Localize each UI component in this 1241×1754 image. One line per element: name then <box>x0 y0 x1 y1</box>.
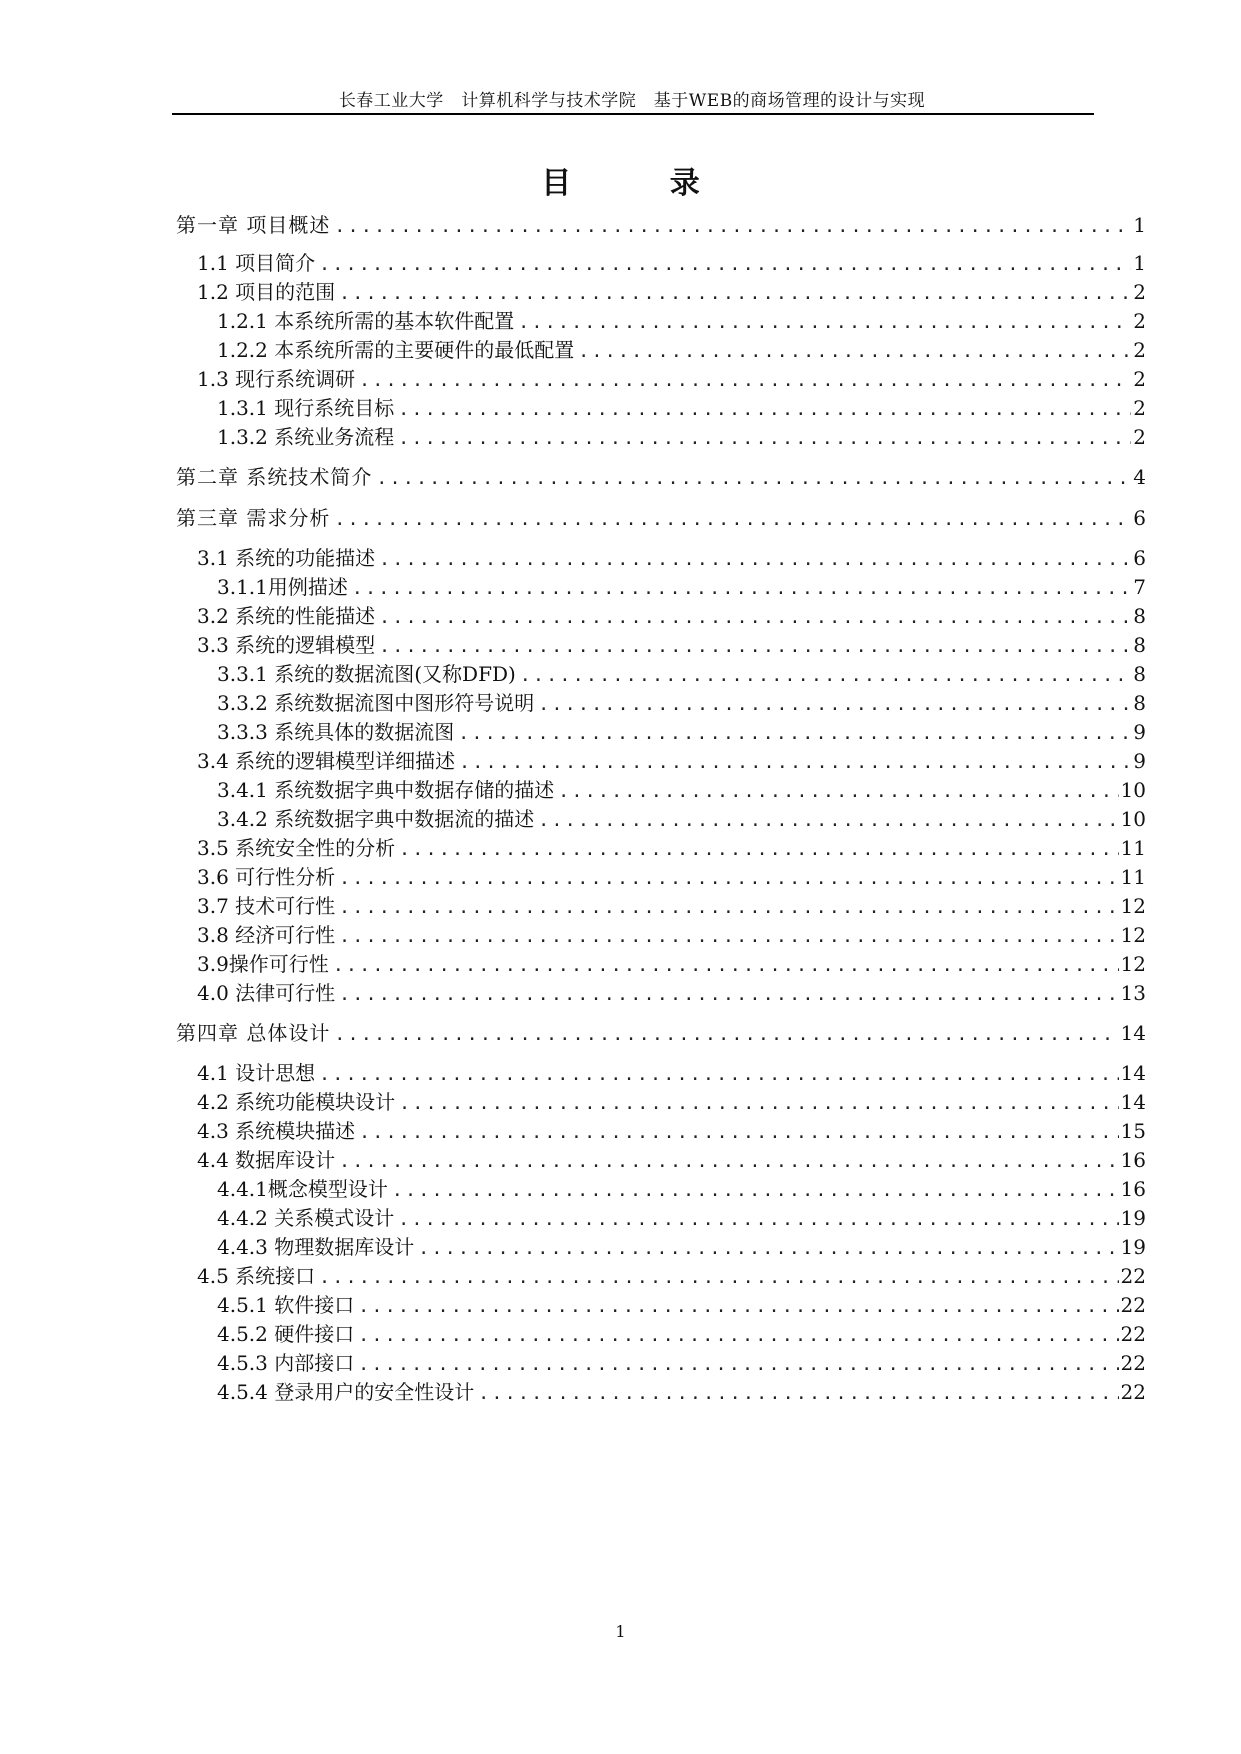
toc-entry-text: 4.3 系统模块描述 <box>197 1119 356 1143</box>
toc-entry-3 <box>197 277 1146 307</box>
toc-page-number: 16 <box>1120 1148 1146 1172</box>
toc-leader-dots <box>538 690 1131 720</box>
toc-entry-text: 3.4.2 系统数据字典中数据流的描述 <box>217 807 535 831</box>
toc-page-number: 10 <box>1120 778 1146 802</box>
toc-entry-6 <box>197 364 1146 394</box>
toc-entry-38 <box>217 1348 1146 1378</box>
toc-entry-22 <box>197 862 1146 892</box>
toc-entry-text: 1.1 项目简介 <box>197 251 316 275</box>
toc-page-number: 9 <box>1133 720 1146 744</box>
toc-leader-dots <box>358 1292 1118 1322</box>
toc-leader-dots <box>319 1060 1118 1090</box>
toc-entry-text: 4.5.1 软件接口 <box>217 1293 355 1317</box>
toc-entry-21 <box>197 833 1146 863</box>
toc-entry-31 <box>197 1145 1146 1175</box>
toc-entry-26 <box>197 978 1146 1008</box>
toc-leader-dots <box>358 1321 1118 1351</box>
toc-entry-text: 3.4.1 系统数据字典中数据存储的描述 <box>217 778 555 802</box>
toc-entry-text: 3.5 系统安全性的分析 <box>197 836 396 860</box>
toc-leader-dots <box>319 250 1131 280</box>
toc-leader-dots <box>392 1176 1119 1206</box>
toc-page-number: 22 <box>1120 1293 1146 1317</box>
toc-entry-text: 1.2.2 本系统所需的主要硬件的最低配置 <box>217 338 575 362</box>
toc-entry-text: 3.8 经济可行性 <box>197 923 336 947</box>
toc-leader-dots <box>339 1147 1118 1177</box>
toc-leader-dots <box>334 1020 1118 1050</box>
toc-entry-7 <box>217 393 1146 423</box>
toc-leader-dots <box>359 366 1131 396</box>
toc-entry-text: 3.3 系统的逻辑模型 <box>197 633 376 657</box>
toc-page-number: 11 <box>1120 836 1146 860</box>
toc-leader-dots <box>339 980 1118 1010</box>
toc-entry-text: 3.2 系统的性能描述 <box>197 604 376 628</box>
toc-leader-dots <box>538 806 1118 836</box>
toc-entry-24 <box>197 920 1146 950</box>
toc-entry-text: 4.5.2 硬件接口 <box>217 1322 355 1346</box>
toc-leader-dots <box>339 893 1118 923</box>
toc-entry-28 <box>197 1058 1146 1088</box>
toc-entry-text: 3.1.1用例描述 <box>217 575 348 599</box>
toc-page-number: 2 <box>1133 396 1146 420</box>
page-number: 1 <box>615 1622 626 1641</box>
toc-entry-12 <box>217 572 1146 602</box>
toc-entry-text: 3.4 系统的逻辑模型详细描述 <box>197 749 456 773</box>
toc-page-number: 6 <box>1133 506 1146 530</box>
toc-entry-text: 3.1 系统的功能描述 <box>197 546 376 570</box>
toc-entry-20 <box>217 804 1146 834</box>
toc-page-number: 1 <box>1133 213 1146 237</box>
toc-leader-dots <box>398 424 1131 454</box>
toc-leader-dots <box>399 835 1118 865</box>
toc-leader-dots <box>520 661 1131 691</box>
toc-page-number: 2 <box>1133 338 1146 362</box>
toc-entry-text: 3.6 可行性分析 <box>197 865 336 889</box>
toc-leader-dots <box>478 1379 1118 1409</box>
toc-entry-text: 第三章 需求分析 <box>176 506 331 530</box>
toc-entry-text: 4.4.1概念模型设计 <box>217 1177 388 1201</box>
toc-entry-14 <box>197 630 1146 660</box>
toc-page-number: 10 <box>1120 807 1146 831</box>
toc-entry-36 <box>217 1290 1146 1320</box>
toc-entry-16 <box>217 688 1146 718</box>
toc-leader-dots <box>399 1089 1118 1119</box>
toc-entry-text: 4.4.3 物理数据库设计 <box>217 1235 415 1259</box>
toc-entry-text: 1.3 现行系统调研 <box>197 367 356 391</box>
toc-entry-4 <box>217 306 1146 336</box>
toc-entry-text: 4.5.4 登录用户的安全性设计 <box>217 1380 475 1404</box>
toc-entry-text: 4.2 系统功能模块设计 <box>197 1090 396 1114</box>
toc-page-number: 2 <box>1133 309 1146 333</box>
toc-leader-dots <box>379 632 1131 662</box>
toc-leader-dots <box>334 212 1131 242</box>
toc-page-number: 13 <box>1120 981 1146 1005</box>
toc-entry-text: 4.4.2 关系模式设计 <box>217 1206 395 1230</box>
toc-entry-37 <box>217 1319 1146 1349</box>
toc-entry-15 <box>217 659 1146 689</box>
toc-entry-11 <box>197 543 1146 573</box>
toc-leader-dots <box>398 395 1131 425</box>
toc-entry-text: 1.2.1 本系统所需的基本软件配置 <box>217 309 515 333</box>
toc-entry-25 <box>197 949 1146 979</box>
toc-entry-1 <box>176 210 1146 240</box>
toc-entry-10 <box>176 503 1146 533</box>
toc-page-number: 22 <box>1120 1351 1146 1375</box>
toc-leader-dots <box>418 1234 1118 1264</box>
toc-page-number: 2 <box>1133 367 1146 391</box>
toc-entry-27 <box>176 1018 1146 1048</box>
toc-entry-13 <box>197 601 1146 631</box>
toc-entry-text: 1.2 项目的范围 <box>197 280 336 304</box>
toc-leader-dots <box>333 951 1119 981</box>
toc-entry-text: 4.1 设计思想 <box>197 1061 316 1085</box>
toc-entry-35 <box>197 1261 1146 1291</box>
toc-entry-32 <box>217 1174 1146 1204</box>
toc-entry-2 <box>197 248 1146 278</box>
toc-leader-dots <box>518 308 1131 338</box>
toc-entry-19 <box>217 775 1146 805</box>
toc-page-number: 14 <box>1120 1061 1146 1085</box>
toc-entry-text: 4.0 法律可行性 <box>197 981 336 1005</box>
header-rule <box>172 113 1094 115</box>
toc-page-number: 8 <box>1133 604 1146 628</box>
toc-entry-33 <box>217 1203 1146 1233</box>
toc-page-number: 22 <box>1120 1380 1146 1404</box>
toc-entry-text: 3.3.1 系统的数据流图(又称DFD) <box>217 662 516 686</box>
toc-entry-text: 1.3.2 系统业务流程 <box>217 425 395 449</box>
toc-leader-dots <box>339 279 1131 309</box>
toc-leader-dots <box>578 337 1131 367</box>
toc-leader-dots <box>358 1350 1118 1380</box>
toc-entry-text: 第一章 项目概述 <box>176 213 331 237</box>
toc-leader-dots <box>376 464 1131 494</box>
toc-page-number: 12 <box>1120 923 1146 947</box>
toc-entry-text: 第二章 系统技术简介 <box>176 465 373 489</box>
toc-leader-dots <box>334 505 1131 535</box>
toc-page-number: 2 <box>1133 425 1146 449</box>
toc-entry-29 <box>197 1087 1146 1117</box>
toc-page-number: 19 <box>1120 1206 1146 1230</box>
toc-entry-8 <box>217 422 1146 452</box>
toc-leader-dots <box>339 864 1118 894</box>
toc-page-number: 1 <box>1133 251 1146 275</box>
toc-entry-text: 3.9操作可行性 <box>197 952 329 976</box>
toc-entry-39 <box>217 1377 1146 1407</box>
toc-entry-text: 4.5.3 内部接口 <box>217 1351 355 1375</box>
toc-page-number: 12 <box>1120 952 1146 976</box>
toc-leader-dots <box>339 922 1118 952</box>
toc-page-number: 22 <box>1120 1322 1146 1346</box>
toc-page-number: 8 <box>1133 662 1146 686</box>
toc-entry-text: 4.5 系统接口 <box>197 1264 316 1288</box>
toc-page-number: 16 <box>1120 1177 1146 1201</box>
toc-entry-text: 4.4 数据库设计 <box>197 1148 336 1172</box>
toc-leader-dots <box>359 1118 1118 1148</box>
toc-page-number: 9 <box>1133 749 1146 773</box>
toc-page-number: 22 <box>1120 1264 1146 1288</box>
toc-entry-17 <box>217 717 1146 747</box>
toc-entry-text: 第四章 总体设计 <box>176 1021 331 1045</box>
toc-entry-18 <box>197 746 1146 776</box>
toc-page-number: 2 <box>1133 280 1146 304</box>
toc-entry-text: 3.7 技术可行性 <box>197 894 336 918</box>
toc-entry-5 <box>217 335 1146 365</box>
toc-page-number: 19 <box>1120 1235 1146 1259</box>
toc-leader-dots <box>352 574 1131 604</box>
toc-page-number: 7 <box>1133 575 1146 599</box>
toc-leader-dots <box>398 1205 1118 1235</box>
toc-page-number: 8 <box>1133 691 1146 715</box>
toc-entry-text: 1.3.1 现行系统目标 <box>217 396 395 420</box>
toc-leader-dots <box>319 1263 1118 1293</box>
toc-page-number: 15 <box>1120 1119 1146 1143</box>
toc-entry-23 <box>197 891 1146 921</box>
toc-page-number: 8 <box>1133 633 1146 657</box>
toc-page-number: 14 <box>1120 1090 1146 1114</box>
page-title: 目 录 <box>541 166 744 201</box>
toc-page-number: 11 <box>1120 865 1146 889</box>
toc-entry-9 <box>176 462 1146 492</box>
toc-page-number: 6 <box>1133 546 1146 570</box>
toc-leader-dots <box>379 545 1131 575</box>
toc-leader-dots <box>459 748 1131 778</box>
toc-entry-text: 3.3.3 系统具体的数据流图 <box>217 720 455 744</box>
toc-leader-dots <box>558 777 1118 807</box>
toc-leader-dots <box>458 719 1131 749</box>
toc-entry-34 <box>217 1232 1146 1262</box>
toc-leader-dots <box>379 603 1131 633</box>
running-header: 长春工业大学 计算机科学与技术学院 基于WEB的商场管理的设计与实现 <box>338 91 926 111</box>
toc-entry-text: 3.3.2 系统数据流图中图形符号说明 <box>217 691 535 715</box>
toc-entry-30 <box>197 1116 1146 1146</box>
toc-page-number: 4 <box>1133 465 1146 489</box>
toc-page-number: 12 <box>1120 894 1146 918</box>
toc-page-number: 14 <box>1120 1021 1146 1045</box>
